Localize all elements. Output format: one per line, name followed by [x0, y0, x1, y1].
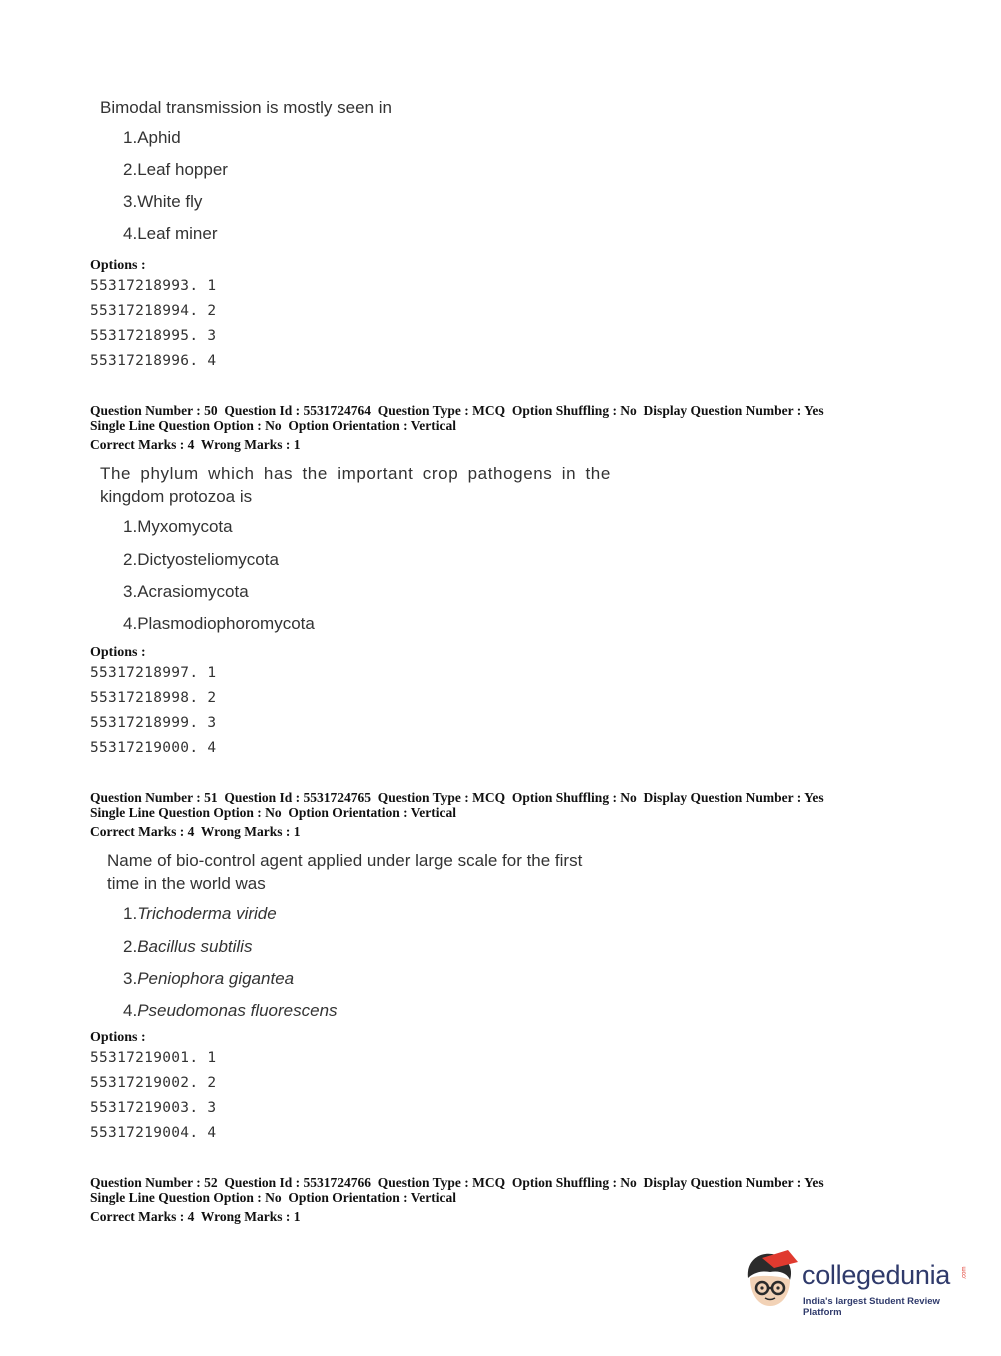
choice-text: Leaf miner [137, 224, 218, 243]
choice-text: Plasmodiophoromycota [137, 614, 315, 633]
choice-text: Peniophora gigantea [137, 969, 295, 988]
choice-item [123, 550, 279, 570]
option-id: 55317218997. 1 [90, 665, 217, 681]
choice-number: 2. [123, 160, 138, 179]
choice-text: Pseudomonas fluorescens [137, 1001, 338, 1020]
question-marks: Correct Marks : 4 Wrong Marks : 1 [90, 824, 301, 839]
question-meta: Single Line Question Option : No Option Orientation : Vertical [90, 805, 457, 820]
option-id: 55317218994. 2 [90, 303, 217, 319]
choice-item [123, 582, 249, 602]
options-label: Options : [90, 645, 146, 660]
collegedunia-logo [740, 1248, 970, 1318]
option-id: 55317218993. 1 [90, 278, 217, 294]
choice-item [123, 192, 202, 212]
choice-number: 1. [123, 517, 138, 536]
option-id: 55317219004. 4 [90, 1125, 217, 1141]
choice-text: Aphid [137, 128, 181, 147]
option-id: 55317218995. 3 [90, 328, 217, 344]
choice-item [123, 1001, 338, 1021]
question-text: time in the world was [107, 874, 266, 893]
question-meta: Single Line Question Option : No Option Orientation : Vertical [90, 418, 457, 433]
option-id: 55317218998. 2 [90, 690, 217, 706]
choice-item [123, 937, 252, 957]
option-id: 55317219001. 1 [90, 1050, 217, 1066]
question-text: Name of bio-control agent applied under large scale for the first [107, 851, 583, 870]
mascot-icon [740, 1248, 800, 1314]
question-meta: Question Number : 52 Question Id : 5531724766 Question Type : MCQ Option Shuffling : No Display Question Number : Yes [90, 1175, 824, 1190]
choice-text: Trichoderma viride [137, 904, 277, 923]
choice-text: Bacillus subtilis [137, 937, 253, 956]
choice-number: 2. [123, 937, 138, 956]
choice-number: 3. [123, 192, 138, 211]
option-id: 55317219002. 2 [90, 1075, 217, 1091]
choice-text: Dictyosteliomycota [137, 550, 279, 569]
choice-number: 1. [123, 904, 138, 923]
question-marks: Correct Marks : 4 Wrong Marks : 1 [90, 437, 301, 452]
logo-wordmark: collegedunia [802, 1260, 951, 1290]
logo-dotcom: .com [961, 1266, 968, 1280]
option-id: 55317219003. 3 [90, 1100, 217, 1116]
choice-item [123, 904, 277, 924]
question-meta: Question Number : 50 Question Id : 5531724764 Question Type : MCQ Option Shuffling : No Display Question Number : Yes [90, 403, 824, 418]
choice-item [123, 128, 181, 148]
choice-number: 1. [123, 128, 138, 147]
choice-number: 4. [123, 224, 138, 243]
options-label: Options : [90, 258, 146, 273]
choice-number: 2. [123, 550, 138, 569]
options-label: Options : [90, 1030, 146, 1045]
option-id: 55317219000. 4 [90, 740, 217, 756]
choice-item [123, 224, 218, 244]
question-meta: Single Line Question Option : No Option Orientation : Vertical [90, 1190, 457, 1205]
choice-text: Acrasiomycota [137, 582, 249, 601]
question-text: kingdom protozoa is [100, 487, 253, 506]
question-meta: Question Number : 51 Question Id : 5531724765 Question Type : MCQ Option Shuffling : No Display Question Number : Yes [90, 790, 824, 805]
question-marks: Correct Marks : 4 Wrong Marks : 1 [90, 1209, 301, 1224]
option-id: 55317218996. 4 [90, 353, 217, 369]
choice-number: 4. [123, 614, 138, 633]
choice-item [123, 160, 228, 180]
choice-text: Leaf hopper [137, 160, 228, 179]
choice-text: Myxomycota [137, 517, 233, 536]
choice-item [123, 969, 294, 989]
option-id: 55317218999. 3 [90, 715, 217, 731]
choice-item [123, 517, 233, 537]
choice-number: 3. [123, 969, 138, 988]
choice-text: White fly [137, 192, 203, 211]
question-text: Bimodal transmission is mostly seen in [100, 98, 392, 117]
choice-number: 3. [123, 582, 138, 601]
choice-item [123, 614, 315, 634]
logo-tagline: India's largest Student Review Platform [803, 1296, 940, 1318]
choice-number: 4. [123, 1001, 138, 1020]
question-text: The phylum which has the important crop pathogens in the [100, 464, 611, 483]
